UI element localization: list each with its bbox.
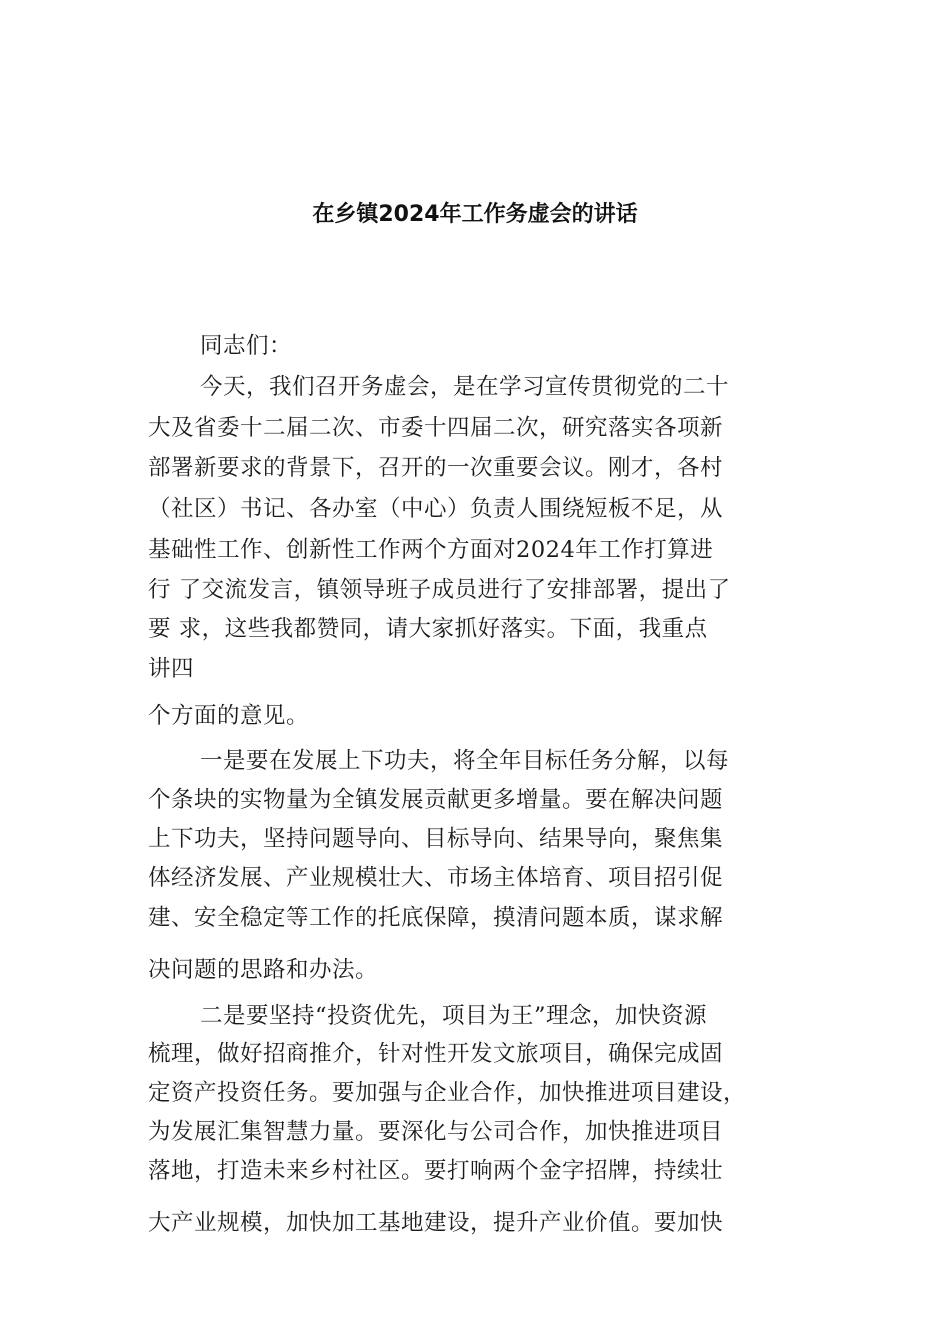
paragraph-line: 落地，打造未来乡村社区。要打响两个金字招牌，持续壮 [148,1158,724,1184]
paragraph-line: 决问题的思路和办法。 [148,957,379,983]
paragraph-line: 今天，我们召开务虚会，是在学习宣传贯彻党的二十 [200,374,730,400]
paragraph-line: 大及省委十二届二次、市委十四届二次，研究落实各项新 [148,415,724,441]
paragraph-line: 要 求，这些我都赞同，请大家抓好落实。下面，我重点 [148,616,708,642]
paragraph-line: 定资产投资任务。要加强与企业合作，加快推进项目建设， [148,1080,747,1106]
paragraph-line: 体经济发展、产业规模壮大、市场主体培育、项目招引促 [148,865,724,891]
paragraph-line: 个方面的意见。 [148,703,310,729]
paragraph-line: 上下功夫，坚持问题导向、目标导向、结果导向，聚焦集 [148,826,724,852]
paragraph-line: 讲四 [148,656,195,682]
paragraph-line: 大产业规模，加快加工基地建设，提升产业价值。要加快 [148,1210,724,1236]
paragraph-line: （社区）书记、各办室（中心）负责人围绕短板不足，从 [148,496,724,522]
salutation: 同志们： [200,333,293,359]
paragraph-line: 二是要坚持“投资优先，项目为王”理念，加快资源 [200,1003,708,1029]
paragraph-line: 行 了交流发言，镇领导班子成员进行了安排部署，提出了 [148,577,731,603]
paragraph-line: 为发展汇集智慧力量。要深化与公司合作，加快推进项目 [148,1119,724,1145]
paragraph-line: 部署新要求的背景下，召开的一次重要会议。刚才，各村 [148,455,724,481]
paragraph-line: 一是要在发展上下功夫，将全年目标任务分解，以每 [200,748,730,774]
document-title: 在乡镇2024年工作务虚会的讲话 [312,202,638,227]
paragraph-line: 个条块的实物量为全镇发展贡献更多增量。要在解决问题 [148,787,724,813]
paragraph-line: 梳理，做好招商推介，针对性开发文旅项目，确保完成固 [148,1041,724,1067]
paragraph-line: 建、安全稳定等工作的托底保障，摸清问题本质，谋求解 [148,905,724,931]
paragraph-line: 基础性工作、创新性工作两个方面对2024年工作打算进 [148,537,714,563]
